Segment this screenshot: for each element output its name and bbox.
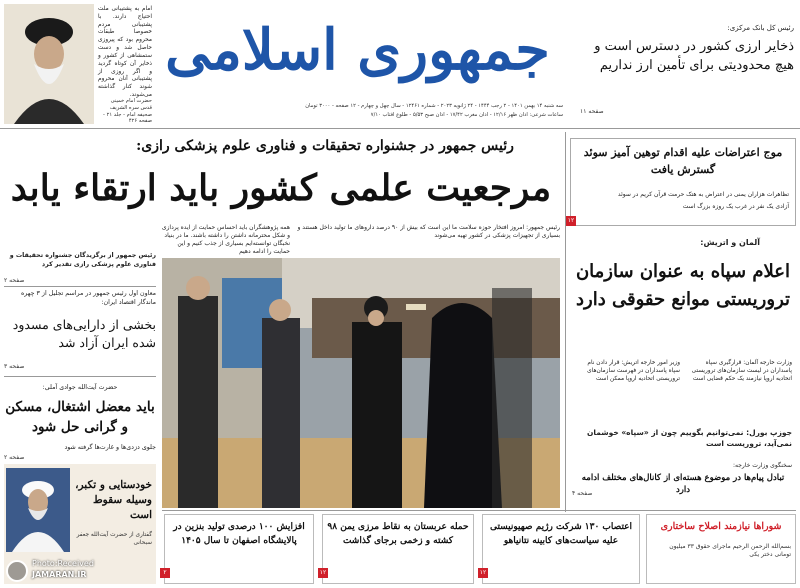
box-borrell-kicker: جوزپ بورل: نمی‌توانیم بگوییم چون از «سپاه» خوشمان نمی‌آید، تروریست است [587, 428, 792, 448]
bottom-story-gasoline-badge: ۲ [160, 568, 170, 578]
imam-quote-source: حضرت امام خمینی قدس سره الشریف صحیفه امام - جلد ۲۱ - صفحه ۴۲۶ [103, 98, 152, 125]
box-borrell-headline: تبادل پیام‌ها در موضوع هسته‌ای از کانال‌های مختلف ادامه دارد [581, 473, 785, 496]
javadi-item: جلوی دزدی‌ها و غارت‌ها گرفته شود [64, 444, 156, 451]
right-col-divider [565, 132, 566, 512]
masthead-title: جمهوری اسلامی [165, 17, 550, 83]
top-right-story [572, 10, 794, 120]
main-text-left: همه پژوهشگران باید احساس حمایت از ایده پردازی و شکل محترمانه داشتن را داشته باشند. ما در بنیاد نخبگان توانسته‌ایم بسیاری از جذب کنیم و این حمایت را ادامه دهیم [161, 224, 290, 256]
box-borrell-sub: سخنگوی وزارت خارجه: [732, 462, 792, 469]
bottom-story-councils-text: بسم‌الله الرحمن الرحیم ماجرای حقوق ۳۳ میلیون تومانی دختر یکی [669, 543, 791, 558]
main-ceremony-photo [162, 258, 560, 508]
masthead-meta-date: سه شنبه ۱۴ بهمن ۱۴۰۱ - ۲ رجب ۱۴۴۴ - ۲۴ ژانویه ۲۰۲۳ - شماره ۱۲۴۶۱ - سال چهل و چهارم - ۱۲ صفحه - ۳۰۰۰ تومان [305, 103, 563, 109]
bottom-story-gasoline-headline: افزایش ۱۰۰ درصدی تولید بنزین در پالایشگاه اصفهان تا سال ۱۴۰۵ [173, 522, 305, 546]
box-sweden-page-badge: ۱۲ [567, 217, 575, 224]
main-headline: مرجعیت علمی کشور باید ارتقاء یابد [10, 167, 552, 209]
bottom-story-strike-badge: ۱۲ [479, 569, 487, 576]
jamaran-logo-icon [6, 560, 28, 582]
bottom-divider [162, 510, 796, 511]
sobhani-text: گفتاری از حضرت آیت‌الله جعفر سبحانی [76, 532, 152, 546]
main-text-right: رئیس جمهور: امروز افتخار حوزه سلامت ما این است که بیش از ۹۰ درصد داروهای ما تولید داخل هستند و بسیاری از تجهیزات پزشکی در کشور تهیه می‌شوند [297, 224, 560, 240]
javadi-item-ref: صفحه ۲ [4, 454, 25, 461]
bottom-story-strike [482, 514, 640, 584]
box-irgc [570, 234, 796, 424]
box-sweden-headline: موج اعتراضات علیه اقدام توهین آمیز سوئد گسترش یافت [583, 146, 783, 176]
box-irgc-col-b: وزیر امور خارجه اتریش: قرار دادن نام سپاه پاسداران در فهرست سازمان‌های تروریستی اتحادیه اروپا ممکن است [587, 360, 680, 382]
box-borrell-ref: صفحه ۴ [572, 490, 593, 497]
masthead-divider [0, 128, 800, 129]
jamaran-watermark [4, 556, 124, 586]
javadi-headline: باید معضل اشتغال، مسکن و گرانی حل شود [5, 399, 155, 435]
bottom-story-gasoline [164, 514, 314, 584]
top-right-kicker: رئیس کل بانک مرکزی: [727, 24, 794, 32]
box-borrell [570, 426, 796, 508]
main-kicker: رئیس جمهور در جشنواره تحقیقات و فناوری علوم پزشکی رازی: [136, 138, 514, 154]
box-irgc-col-a: وزارت خارجه آلمان: قرارگیری سپاه پاسداران در لیست سازمان‌های تروریستی اتحادیه اروپا نیازمند یک حکم قضایی است [691, 360, 792, 382]
main-side-item-ref: صفحه ۲ [4, 277, 25, 284]
left-col-divider [4, 376, 156, 377]
box-irgc-kicker: آلمان و اتریش: [700, 238, 760, 247]
javadi-kicker: حضرت آیت‌الله جوادی آملی: [42, 384, 118, 391]
side-story-kicker: معاون اول رئیس جمهور در مراسم تجلیل از ۳ چهره ماندگار اقتصاد ایران: [20, 290, 156, 306]
side-story-ref: صفحه ۳ [4, 363, 25, 370]
box-irgc-headline: اعلام سپاه به عنوان سازمان تروریستی موانع حقوقی دارد [575, 261, 791, 310]
box-sweden-item-1: تظاهرات هزاران یمنی در اعتراض به هتک حرمت قرآن کریم در سوئد [617, 191, 789, 198]
imam-quote: امام به پشتیبانی ملت احتیاج دارند. با پشتیبانی مردم خصوصا طبقات محروم بود که پیروزی حاصل شد و دست ستمشاهی از کشور و ذخایر آن کوتاه گردید و اگر روزی از پشتیبانی آنان محروم شوند کنار گذاشته می‌شوند. [98, 6, 152, 98]
watermark-photo-credit: Photo:Received [32, 559, 94, 568]
imam-portrait [4, 4, 94, 124]
box-sweden-item-2: آزادی یک نفر در غرب یک روزه بزرگ است [682, 203, 789, 210]
bottom-story-strike-headline: اعتصاب ۱۳۰ شرکت رژیم صهیونیستی علیه سیاست‌های کابینه نتانیاهو [489, 522, 633, 546]
side-story-headline: بخشی از دارایی‌های مسدود شده ایران آزاد شد [12, 317, 156, 351]
bottom-story-yemen-badge: ۱۲ [319, 569, 327, 576]
sobhani-headline: خودستایی و تکبر، وسیله سقوط است [75, 479, 152, 522]
bottom-story-councils [646, 514, 796, 584]
sobhani-portrait [6, 468, 70, 552]
masthead [150, 0, 565, 128]
bottom-story-yemen-headline: حمله عربستان به نقاط مرزی یمن ۹۸ کشته و زخمی برجای گذاشت [327, 522, 469, 546]
masthead-meta-times: ساعات شرعی: اذان ظهر ۱۲/۱۶ - اذان مغرب ۱۷/۴۲ - اذان صبح ۵/۵۳ - طلوع آفتاب ۷/۱۰ [370, 112, 563, 118]
top-right-page-ref: صفحه ۱۱ [580, 108, 604, 115]
bottom-story-councils-headline: شوراها نیازمند اصلاح ساختاری [660, 521, 782, 532]
side-divider-1 [4, 286, 156, 287]
box-sweden [570, 138, 796, 226]
main-side-item: رئیس جمهور از برگزیدگان جشنواره تحقیقات و فناوری علوم پزشکی رازی تقدیر کرد [9, 252, 156, 268]
watermark-site: JAMARAN.IR [32, 570, 87, 579]
bottom-story-yemen [322, 514, 474, 584]
top-right-headline: ذخایر ارزی کشور در دسترس است و هیچ محدودیتی برای تأمین ارز نداریم [594, 39, 794, 73]
